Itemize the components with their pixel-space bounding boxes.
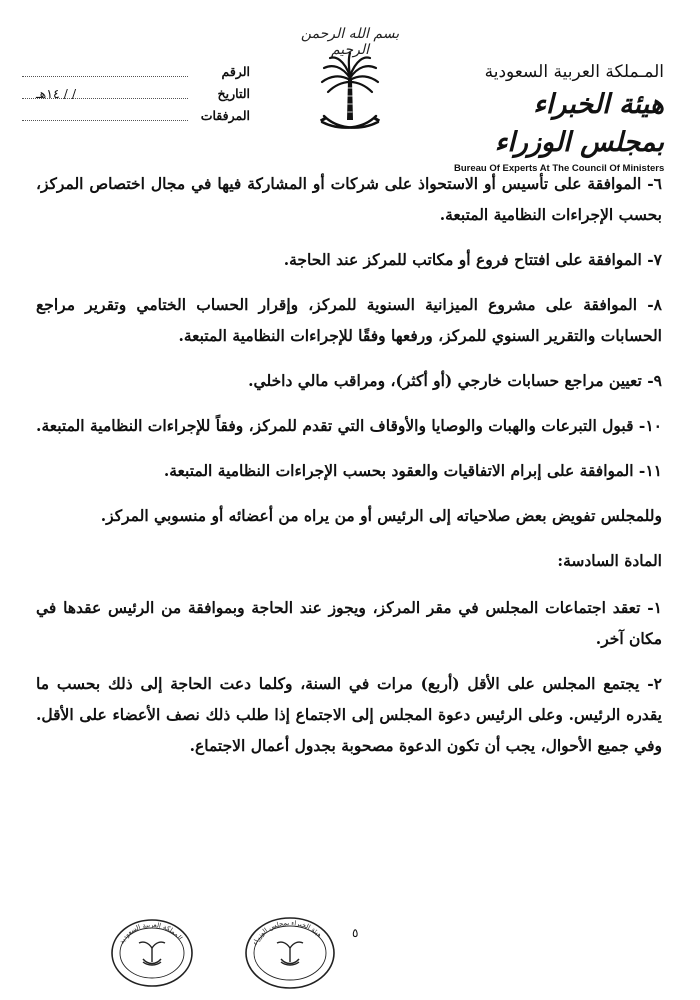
list-item: ١- تعقد اجتماعات المجلس في مقر المركز، ويجوز عند الحاجة وبموافقة من الرئيس عقدها في مكان آخر.: [36, 598, 662, 648]
basmala: بسم الله الرحمن الرحيم: [300, 26, 400, 58]
ref-number-row: [22, 64, 250, 84]
ref-number-label: الرقم: [221, 64, 250, 79]
bureau-seal-icon: [244, 916, 336, 990]
list-item: ٨- الموافقة على مشروع الميزانية السنوية للمركز، وإقرار الحساب الختامي وتقرير مراجع الحسابات والتقرير السنوي للمركز، ورفعها وفقًا للإجراءات النظامية المتبعة.: [36, 295, 662, 345]
reference-fields: [22, 64, 250, 130]
attachments-row: [22, 108, 250, 128]
kingdom-name: المـملكة العربية السعودية: [484, 62, 664, 82]
saudi-emblem-icon: [318, 52, 382, 136]
svg-text:هيئة الخبراء بمجلس الوزراء: هيئة الخبراء بمجلس الوزراء: [251, 918, 324, 947]
list-item: ١٠- قبول التبرعات والهبات والوصايا والأوقاف التي تقدم للمركز، وفقاً للإجراءات النظامية المتبعة.: [36, 416, 662, 435]
date-label: التاريخ: [217, 86, 250, 101]
delegation-paragraph: وللمجلس تفويض بعض صلاحياته إلى الرئيس أو من يراه من أعضائه أو منسوبي المركز.: [100, 506, 662, 525]
list-item: ٦- الموافقة على تأسيس أو الاستحواذ على شركات أو المشاركة فيها في مجال اختصاص المركز، بحسب الإجراءات النظامية المتبعة.: [36, 174, 662, 224]
official-seal-icon: [110, 918, 194, 988]
letterhead-org: [454, 62, 664, 174]
bureau-name-arabic: هيئة الخبراء بمجلس الوزراء: [494, 89, 664, 158]
svg-text:المملكة العربية السعودية: المملكة العربية السعودية: [117, 920, 184, 946]
date-value: / / ١٤هـ: [36, 86, 77, 101]
ref-number-line: [22, 76, 188, 77]
attachments-label: المرفقات: [200, 108, 250, 123]
document-body: [36, 168, 662, 775]
attachments-line: [22, 120, 188, 121]
list-item: ٢- يجتمع المجلس على الأقل (أربع) مرات في السنة، وكلما دعت الحاجة إلى ذلك بحسب ما يقدره الرئيس. وعلى الرئيس دعوة المجلس إلى الاجتماع إذا طلب ذلك نصف الأعضاء على الأقل. وفي جميع الأحوال، يجب أن تكون الدعوة مصحوبة بجدول أعمال الاجتماع.: [36, 674, 662, 755]
list-item: ٩- تعيين مراجع حسابات خارجي (أو أكثر)، ومراقب مالي داخلي.: [248, 371, 662, 390]
list-item: ٧- الموافقة على افتتاح فروع أو مكاتب للمركز عند الحاجة.: [283, 250, 662, 269]
page-number: ٥: [352, 926, 359, 940]
date-row: [22, 86, 250, 106]
bureau-name-english: Bureau Of Experts At The Council Of Ministers: [454, 163, 665, 174]
list-item: ١١- الموافقة على إبرام الاتفاقيات والعقود بحسب الإجراءات النظامية المتبعة.: [163, 461, 662, 480]
article-heading: المادة السادسة:: [557, 551, 662, 570]
